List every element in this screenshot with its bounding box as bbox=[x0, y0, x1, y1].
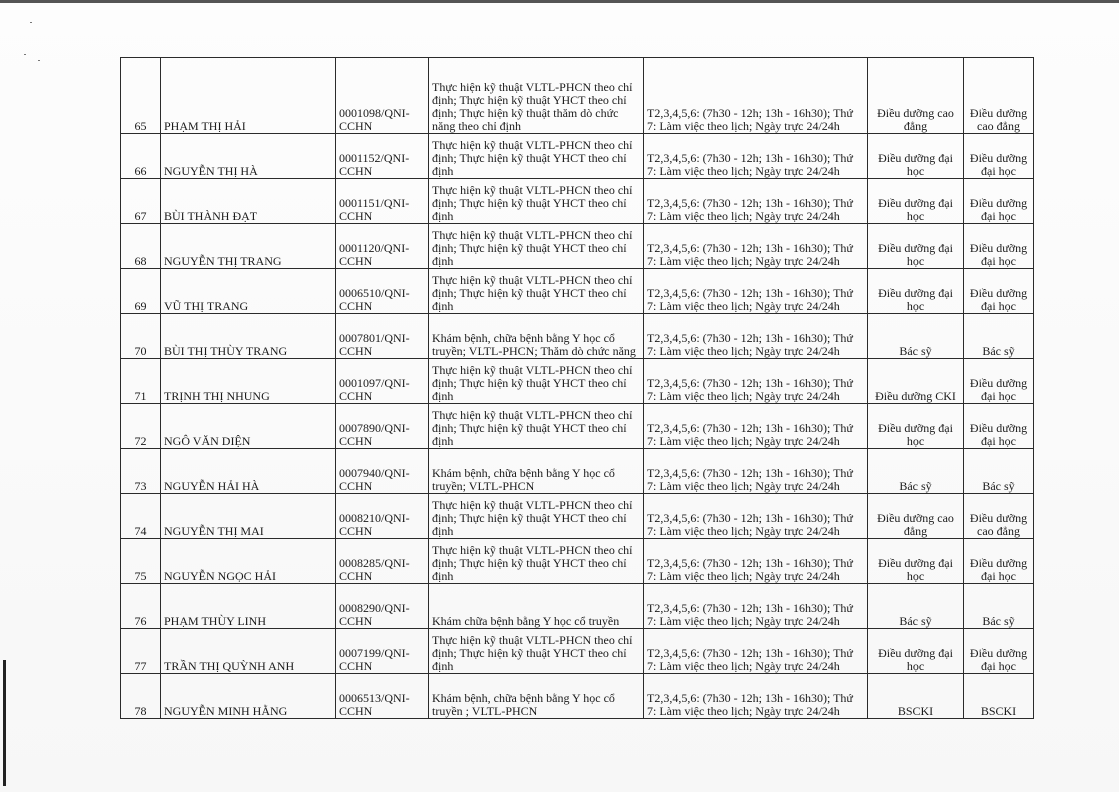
staff-name: PHẠM THỊ HẢI bbox=[161, 58, 336, 134]
professional-degree: Điều dưỡng cao đẳng bbox=[868, 494, 964, 539]
scan-speck bbox=[38, 60, 40, 61]
job-position: Bác sỹ bbox=[964, 449, 1034, 494]
certificate-number: 0008290/QNI-CCHN bbox=[336, 584, 429, 629]
staff-name: NGUYỄN MINH HẰNG bbox=[161, 674, 336, 719]
table-row bbox=[121, 179, 1034, 224]
practice-scope: Khám bệnh, chữa bệnh bằng Y học cổ truyền; VLTL-PHCN bbox=[429, 449, 644, 494]
practice-scope: Khám bệnh, chữa bệnh bằng Y học cổ truyền ; VLTL-PHCN bbox=[429, 674, 644, 719]
working-hours: T2,3,4,5,6: (7h30 - 12h; 13h - 16h30); Thứ 7: Làm việc theo lịch; Ngày trực 24/24h bbox=[644, 224, 868, 269]
staff-name: NGUYỄN THỊ TRANG bbox=[161, 224, 336, 269]
row-number: 78 bbox=[121, 674, 161, 719]
professional-degree: Bác sỹ bbox=[868, 314, 964, 359]
professional-degree: Bác sỹ bbox=[868, 449, 964, 494]
table-row bbox=[121, 629, 1034, 674]
page-top-border bbox=[0, 0, 1119, 3]
row-number: 76 bbox=[121, 584, 161, 629]
practice-scope: Thực hiện kỹ thuật VLTL-PHCN theo chỉ định; Thực hiện kỹ thuật YHCT theo chỉ định bbox=[429, 404, 644, 449]
professional-degree: Điều dưỡng đại học bbox=[868, 179, 964, 224]
practice-scope: Thực hiện kỹ thuật VLTL-PHCN theo chỉ định; Thực hiện kỹ thuật YHCT theo chỉ định bbox=[429, 359, 644, 404]
working-hours: T2,3,4,5,6: (7h30 - 12h; 13h - 16h30); Thứ 7: Làm việc theo lịch; Ngày trực 24/24h bbox=[644, 269, 868, 314]
professional-degree: Điều dưỡng đại học bbox=[868, 224, 964, 269]
working-hours: T2,3,4,5,6: (7h30 - 12h; 13h - 16h30); Thứ 7: Làm việc theo lịch; Ngày trực 24/24h bbox=[644, 404, 868, 449]
job-position: Điều dưỡng đại học bbox=[964, 629, 1034, 674]
job-position: Điều dưỡng đại học bbox=[964, 134, 1034, 179]
table-row bbox=[121, 269, 1034, 314]
certificate-number: 0006513/QNI-CCHN bbox=[336, 674, 429, 719]
row-number: 71 bbox=[121, 359, 161, 404]
certificate-number: 0007199/QNI-CCHN bbox=[336, 629, 429, 674]
staff-table-body bbox=[121, 58, 1034, 719]
table-row bbox=[121, 134, 1034, 179]
certificate-number: 0001151/QNI-CCHN bbox=[336, 179, 429, 224]
table-row bbox=[121, 404, 1034, 449]
staff-name: NGUYỄN HẢI HÀ bbox=[161, 449, 336, 494]
certificate-number: 0001120/QNI-CCHN bbox=[336, 224, 429, 269]
staff-name: NGUYỄN NGỌC HẢI bbox=[161, 539, 336, 584]
table-row bbox=[121, 494, 1034, 539]
row-number: 75 bbox=[121, 539, 161, 584]
row-number: 74 bbox=[121, 494, 161, 539]
job-position: BSCKI bbox=[964, 674, 1034, 719]
row-number: 72 bbox=[121, 404, 161, 449]
practice-scope: Thực hiện kỹ thuật VLTL-PHCN theo chỉ định; Thực hiện kỹ thuật YHCT theo chỉ định bbox=[429, 269, 644, 314]
table-row bbox=[121, 314, 1034, 359]
job-position: Điều dưỡng cao đẳng bbox=[964, 494, 1034, 539]
working-hours: T2,3,4,5,6: (7h30 - 12h; 13h - 16h30); Thứ 7: Làm việc theo lịch; Ngày trực 24/24h bbox=[644, 179, 868, 224]
professional-degree: Điều dưỡng đại học bbox=[868, 629, 964, 674]
staff-name: BÙI THÀNH ĐẠT bbox=[161, 179, 336, 224]
table-row bbox=[121, 224, 1034, 269]
working-hours: T2,3,4,5,6: (7h30 - 12h; 13h - 16h30); Thứ 7: Làm việc theo lịch; Ngày trực 24/24h bbox=[644, 449, 868, 494]
practice-scope: Khám bệnh, chữa bệnh bằng Y học cổ truyền; VLTL-PHCN; Thăm dò chức năng bbox=[429, 314, 644, 359]
scan-speck bbox=[30, 22, 32, 23]
staff-name: NGUYỄN THỊ HÀ bbox=[161, 134, 336, 179]
staff-name: PHẠM THÙY LINH bbox=[161, 584, 336, 629]
certificate-number: 0001152/QNI-CCHN bbox=[336, 134, 429, 179]
working-hours: T2,3,4,5,6: (7h30 - 12h; 13h - 16h30); Thứ 7: Làm việc theo lịch; Ngày trực 24/24h bbox=[644, 629, 868, 674]
certificate-number: 0007890/QNI-CCHN bbox=[336, 404, 429, 449]
professional-degree: BSCKI bbox=[868, 674, 964, 719]
working-hours: T2,3,4,5,6: (7h30 - 12h; 13h - 16h30); Thứ 7: Làm việc theo lịch; Ngày trực 24/24h bbox=[644, 584, 868, 629]
row-number: 70 bbox=[121, 314, 161, 359]
certificate-number: 0001097/QNI-CCHN bbox=[336, 359, 429, 404]
certificate-number: 0008210/QNI-CCHN bbox=[336, 494, 429, 539]
professional-degree: Điều dưỡng đại học bbox=[868, 269, 964, 314]
staff-name: NGUYỄN THỊ MAI bbox=[161, 494, 336, 539]
row-number: 73 bbox=[121, 449, 161, 494]
practice-scope: Thực hiện kỹ thuật VLTL-PHCN theo chỉ định; Thực hiện kỹ thuật YHCT theo chỉ định bbox=[429, 179, 644, 224]
practice-scope: Thực hiện kỹ thuật VLTL-PHCN theo chỉ định; Thực hiện kỹ thuật YHCT theo chỉ định bbox=[429, 224, 644, 269]
row-number: 77 bbox=[121, 629, 161, 674]
job-position: Bác sỹ bbox=[964, 584, 1034, 629]
practice-scope: Thực hiện kỹ thuật VLTL-PHCN theo chỉ định; Thực hiện kỹ thuật YHCT theo chỉ định bbox=[429, 539, 644, 584]
job-position: Điều dưỡng đại học bbox=[964, 359, 1034, 404]
practice-scope: Khám chữa bệnh bằng Y học cổ truyền bbox=[429, 584, 644, 629]
staff-name: TRẦN THỊ QUỲNH ANH bbox=[161, 629, 336, 674]
job-position: Điều dưỡng đại học bbox=[964, 269, 1034, 314]
row-number: 69 bbox=[121, 269, 161, 314]
job-position: Điều dưỡng đại học bbox=[964, 179, 1034, 224]
job-position: Bác sỹ bbox=[964, 314, 1034, 359]
practice-scope: Thực hiện kỹ thuật VLTL-PHCN theo chỉ định; Thực hiện kỹ thuật YHCT theo chỉ định; Thực hiện kỹ thuật thăm dò chức năng theo chỉ định bbox=[429, 58, 644, 134]
row-number: 67 bbox=[121, 179, 161, 224]
certificate-number: 0006510/QNI-CCHN bbox=[336, 269, 429, 314]
row-number: 68 bbox=[121, 224, 161, 269]
table-row bbox=[121, 58, 1034, 134]
job-position: Điều dưỡng đại học bbox=[964, 539, 1034, 584]
job-position: Điều dưỡng đại học bbox=[964, 404, 1034, 449]
staff-name: BÙI THỊ THÙY TRANG bbox=[161, 314, 336, 359]
working-hours: T2,3,4,5,6: (7h30 - 12h; 13h - 16h30); Thứ 7: Làm việc theo lịch; Ngày trực 24/24h bbox=[644, 58, 868, 134]
scan-edge-mark bbox=[3, 660, 6, 786]
certificate-number: 0007940/QNI-CCHN bbox=[336, 449, 429, 494]
table-row bbox=[121, 449, 1034, 494]
certificate-number: 0001098/QNI-CCHN bbox=[336, 58, 429, 134]
certificate-number: 0008285/QNI-CCHN bbox=[336, 539, 429, 584]
practice-scope: Thực hiện kỹ thuật VLTL-PHCN theo chỉ định; Thực hiện kỹ thuật YHCT theo chỉ định bbox=[429, 494, 644, 539]
professional-degree: Điều dưỡng CKI bbox=[868, 359, 964, 404]
professional-degree: Điều dưỡng đại học bbox=[868, 134, 964, 179]
working-hours: T2,3,4,5,6: (7h30 - 12h; 13h - 16h30); Thứ 7: Làm việc theo lịch; Ngày trực 24/24h bbox=[644, 314, 868, 359]
working-hours: T2,3,4,5,6: (7h30 - 12h; 13h - 16h30); Thứ 7: Làm việc theo lịch; Ngày trực 24/24h bbox=[644, 674, 868, 719]
professional-degree: Điều dưỡng cao đẳng bbox=[868, 58, 964, 134]
row-number: 66 bbox=[121, 134, 161, 179]
scan-speck bbox=[24, 54, 26, 55]
job-position: Điều dưỡng đại học bbox=[964, 224, 1034, 269]
staff-name: VŨ THỊ TRANG bbox=[161, 269, 336, 314]
practice-scope: Thực hiện kỹ thuật VLTL-PHCN theo chỉ định; Thực hiện kỹ thuật YHCT theo chỉ định bbox=[429, 629, 644, 674]
staff-name: TRỊNH THỊ NHUNG bbox=[161, 359, 336, 404]
staff-name: NGÔ VĂN DIỆN bbox=[161, 404, 336, 449]
practice-scope: Thực hiện kỹ thuật VLTL-PHCN theo chỉ định; Thực hiện kỹ thuật YHCT theo chỉ định bbox=[429, 134, 644, 179]
row-number: 65 bbox=[121, 58, 161, 134]
professional-degree: Bác sỹ bbox=[868, 584, 964, 629]
job-position: Điều dưỡng cao đẳng bbox=[964, 58, 1034, 134]
table-row bbox=[121, 584, 1034, 629]
certificate-number: 0007801/QNI-CCHN bbox=[336, 314, 429, 359]
professional-degree: Điều dưỡng đại học bbox=[868, 404, 964, 449]
working-hours: T2,3,4,5,6: (7h30 - 12h; 13h - 16h30); Thứ 7: Làm việc theo lịch; Ngày trực 24/24h bbox=[644, 494, 868, 539]
staff-table bbox=[120, 57, 1034, 719]
professional-degree: Điều dưỡng đại học bbox=[868, 539, 964, 584]
table-row bbox=[121, 539, 1034, 584]
table-row bbox=[121, 674, 1034, 719]
working-hours: T2,3,4,5,6: (7h30 - 12h; 13h - 16h30); Thứ 7: Làm việc theo lịch; Ngày trực 24/24h bbox=[644, 539, 868, 584]
table-row bbox=[121, 359, 1034, 404]
working-hours: T2,3,4,5,6: (7h30 - 12h; 13h - 16h30); Thứ 7: Làm việc theo lịch; Ngày trực 24/24h bbox=[644, 359, 868, 404]
working-hours: T2,3,4,5,6: (7h30 - 12h; 13h - 16h30); Thứ 7: Làm việc theo lịch; Ngày trực 24/24h bbox=[644, 134, 868, 179]
